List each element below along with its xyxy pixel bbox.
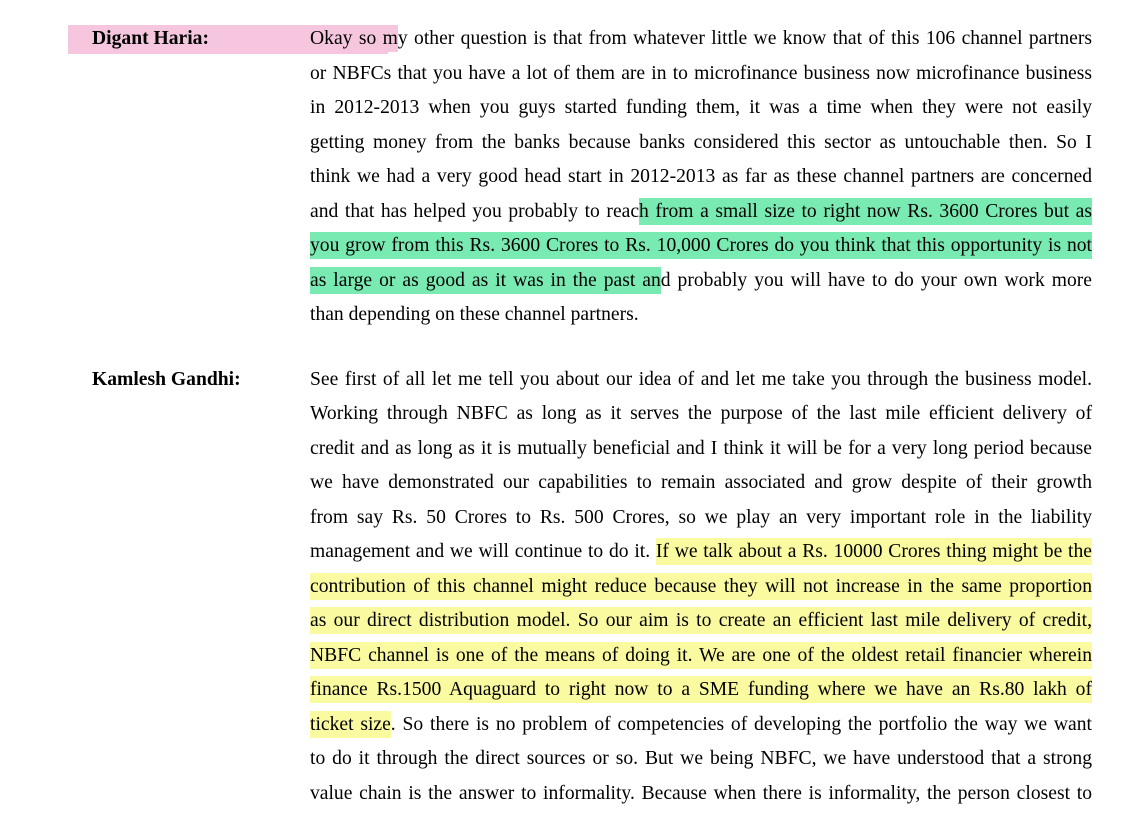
text-line (310, 229, 1092, 264)
yellow-highlighted-text: If we talk about a Rs. 10000 Crores thing might be the (656, 538, 1092, 565)
green-highlighted-text: as large or as good as it was in the past an (310, 267, 661, 294)
text-segment: to do it through the direct sources or so. But we being NBFC, we have understood that a strong (310, 748, 1092, 769)
text-segment: in 2012-2013 when you guys started funding them, it was a time when they were not easily (310, 97, 1092, 118)
text-line (310, 501, 1092, 536)
text-segment: or NBFCs that you have a lot of them are in to microfinance business now microfinance business (310, 62, 1092, 84)
dialogue-column (310, 363, 1092, 812)
text-segment: See first of all let me tell you about our idea of and let me take you through the business model. (310, 368, 1092, 390)
text-segment: than depending on these channel partners. (310, 304, 639, 325)
text-segment: management and we will continue to do it. (310, 541, 656, 562)
text-line (310, 363, 1092, 398)
text-line (310, 91, 1092, 126)
text-segment: credit and as long as it is mutually beneficial and I think it will be for a very long period because (310, 437, 1092, 459)
pink-highlighted-text: Okay so m (310, 25, 398, 52)
text-segment: y other question is that from whatever little we know that of this 106 channel partners (397, 28, 1092, 49)
text-segment: we have demonstrated our capabilities to remain associated and grow despite of their growth (310, 472, 1092, 493)
text-segment: getting money from the banks because banks considered this sector as untouchable then. So I (310, 131, 1092, 153)
text-line (310, 466, 1092, 501)
text-line (310, 195, 1092, 230)
text-line (310, 298, 1092, 333)
text-line (310, 432, 1092, 467)
text-segment: and that has helped you probably to reac (310, 200, 640, 222)
text-segment: d probably you will have to do your own work more (660, 269, 1092, 291)
yellow-highlighted-text: ticket size (310, 711, 391, 738)
yellow-highlighted-text: as our direct distribution model. So our aim is to create an efficient last mile delivery of credit, (310, 607, 1092, 634)
speaker-label: Digant Haria: (92, 28, 210, 49)
text-line (310, 160, 1092, 195)
text-line (310, 22, 1092, 57)
transcript-entry (92, 22, 1142, 333)
text-line (310, 126, 1092, 161)
text-segment: . So there is no problem of competencies of developing the portfolio the way we want (390, 713, 1092, 735)
dialogue-column (310, 22, 1092, 333)
text-line (310, 397, 1092, 432)
yellow-highlighted-text: NBFC channel is one of the means of doing it. We are one of the oldest retail financier wherein (310, 642, 1092, 669)
text-line (310, 604, 1092, 639)
transcript-entry (92, 363, 1142, 812)
text-segment: Working through NBFC as long as it serves the purpose of the last mile efficient delivery of (310, 403, 1092, 424)
text-segment: value chain is the answer to informality. Because when there is informality, the person closest to (310, 782, 1092, 804)
text-segment: from say Rs. 50 Crores to Rs. 500 Crores, so we play an very important role in the liability (310, 506, 1092, 528)
speaker-label: Kamlesh Gandhi: (92, 368, 241, 390)
text-line (310, 570, 1092, 605)
yellow-highlighted-text: contribution of this channel might reduce because they will not increase in the same proportion (310, 573, 1092, 600)
green-highlighted-text: you grow from this Rs. 3600 Crores to Rs. 10,000 Crores do you think that this opportunity is not (310, 232, 1092, 259)
text-line (310, 742, 1092, 777)
yellow-highlighted-text: finance Rs.1500 Aquaguard to right now to a SME funding where we have an Rs.80 lakh of (310, 676, 1092, 703)
text-line (310, 673, 1092, 708)
text-line (310, 708, 1092, 743)
text-line (310, 57, 1092, 92)
green-highlighted-text: h from a small size to right now Rs. 3600 Crores but as (639, 198, 1092, 225)
text-segment: think we had a very good head start in 2012-2013 as far as these channel partners are concerned (310, 166, 1092, 187)
text-line (310, 264, 1092, 299)
text-line (310, 777, 1092, 812)
text-line (310, 639, 1092, 674)
text-line (310, 535, 1092, 570)
